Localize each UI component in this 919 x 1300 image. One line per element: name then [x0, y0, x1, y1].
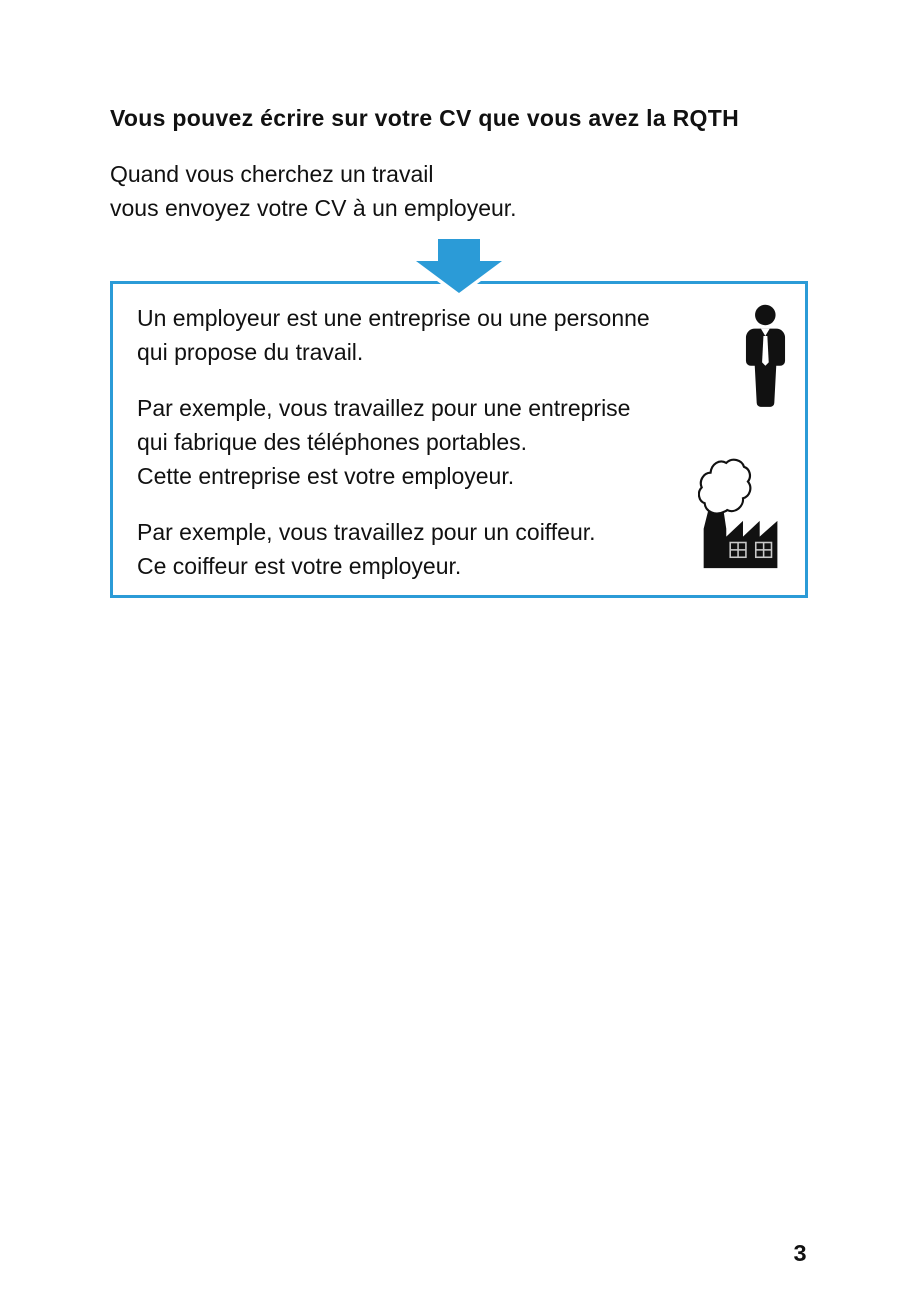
example-company-paragraph	[137, 391, 650, 493]
intro-line-2: vous envoyez votre CV à un employeur.	[110, 195, 517, 221]
example-company-line-2: qui fabrique des téléphones portables.	[137, 429, 528, 455]
intro-paragraph	[110, 157, 517, 225]
definition-line-2: qui propose du travail.	[137, 339, 364, 365]
definition-paragraph	[137, 301, 650, 369]
example-hairdresser-line-1: Par exemple, vous travaillez pour un coiffeur.	[137, 519, 596, 545]
page-number: 3	[793, 1240, 807, 1266]
businessman-icon	[744, 304, 787, 408]
example-hairdresser-paragraph	[137, 515, 650, 583]
factory-icon	[698, 456, 786, 572]
down-arrow-icon	[409, 237, 509, 295]
example-company-line-3: Cette entreprise est votre employeur.	[137, 463, 515, 489]
definition-line-1: Un employeur est une entreprise ou une personne	[137, 305, 650, 331]
intro-line-1: Quand vous cherchez un travail	[110, 161, 434, 187]
info-box-text	[137, 301, 650, 583]
example-company-line-1: Par exemple, vous travaillez pour une entreprise	[137, 395, 631, 421]
info-box	[110, 281, 808, 598]
example-hairdresser-line-2: Ce coiffeur est votre employeur.	[137, 553, 462, 579]
page-title: Vous pouvez écrire sur votre CV que vous avez la RQTH	[110, 105, 739, 131]
